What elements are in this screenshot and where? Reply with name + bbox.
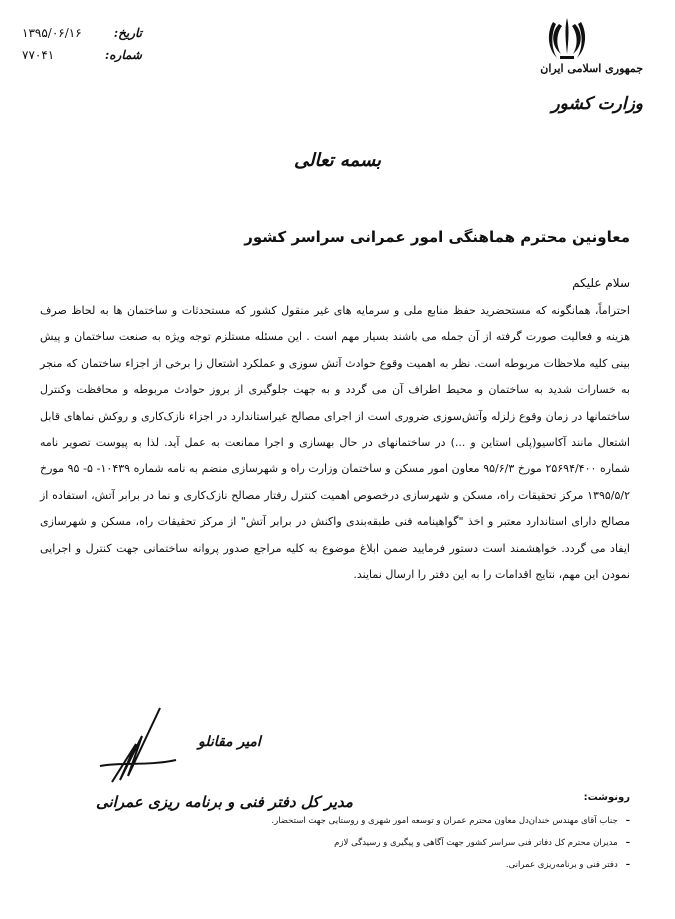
cc-item-text: مدیران محترم کل دفاتر فنی سراسر کشور جهت آگاهی و پیگیری و رسیدگی لازم	[334, 838, 618, 848]
cc-list	[130, 810, 630, 876]
number-label: شماره:	[104, 48, 142, 62]
number-value: ۷۷۰۴۱	[22, 48, 55, 62]
org-header	[513, 14, 643, 124]
letter-body	[40, 298, 630, 588]
bullet-icon: –	[625, 860, 630, 870]
date-value: ۱۳۹۵/۰۶/۱۶	[22, 26, 82, 40]
bullet-icon: –	[625, 838, 630, 848]
signatory-title: مدیر کل دفتر فنی و برنامه ریزی عمرانی	[96, 793, 353, 811]
number-row	[22, 44, 142, 66]
greeting: سلام علیکم	[572, 276, 630, 290]
cc-label: رونوشت:	[583, 792, 630, 803]
cc-item	[130, 810, 630, 832]
bullet-icon: –	[625, 816, 630, 826]
signature-scribble	[90, 706, 180, 786]
cc-item-text: دفتر فنی و برنامه‌ریزی عمرانی.	[505, 860, 618, 870]
invocation: بسمه تعالی	[293, 150, 382, 171]
body-paragraph: احتراماً، همانگونه که مستحضرید حفظ منابع ملی و سرمایه های غیر منقول کشور که مستحدثات و ساختمان ها به لحاظ صرف هزینه و فعالیت صورت گرفته از آن جمله می باشند بسیار مهم است . این مسئله مستلزم توجه ویژه به صنعت ساختمان و پیش بینی کلیه ملاحظات مربوطه است. نظر به اهمیت وقوع حوادث آتش سوزی و عملکرد اشتعال زا برخی از اجزاء ساختمان که منجر به خسارات شدید به ساختمان و محیط اطراف آن می گردد و به جهت جلوگیری از بروز حوادث مربوطه و محافظت وکنترل ساختمانها در زمان وقوع زلزله وآتش‌سوزی ضروری است از اجرای مصالح غیراستاندارد در اجزاء نازک‌کاری و روکش نماهای قابل اشتعال مانند آکاسیو(پلی استاین و ...) در ساختمانهای در حال بهسازی و اجرا ممانعت به عمل آید. لذا به پیوست تصویر نامه شماره ۲۵۶۹۴/۴۰۰ مورخ ۹۵/۶/۳ معاون امور مسکن و ساختمان وزارت راه و شهرسازی منضم به نامه شماره ۱۰۴۳۹- ۵- ۹۵ مورخ ۱۳۹۵/۵/۲ مرکز تحقیقات راه، مسکن و شهرسازی درخصوص اهمیت کنترل رفتار مصالح نازک‌کاری و نما در برابر آتش، استفاده از مصالح دارای استاندارد معتبر و اخذ "گواهینامه فنی طبقه‌بندی واکنش در برابر آتش" از مرکز تحقیقات راه، مسکن و شهرسازی ایفاد می گردد. خواهشمند است دستور فرمایید ضمن ابلاغ موضوع به کلیه مراجع صدور پروانه ساختمانی جهت کنترل و اجرایی نمودن این مهم، نتایج اقدامات را به این دفتر را ارسال نمایند.	[40, 304, 631, 582]
emblem-icon	[545, 14, 589, 62]
letter-meta	[22, 22, 142, 66]
recipient: معاونین محترم هماهنگی امور عمرانی سراسر کشور	[244, 228, 630, 246]
date-row	[22, 22, 142, 44]
cc-item	[130, 854, 630, 876]
cc-item-text: جناب آقای مهندس خندان‌دل معاون محترم عمران و توسعه امور شهری و روستایی جهت استحضار.	[271, 816, 618, 826]
signatory-name: امیر مقانلو	[198, 734, 261, 750]
date-label: تاریخ:	[113, 26, 142, 40]
cc-item	[130, 832, 630, 854]
ministry-name: وزارت کشور	[551, 94, 643, 114]
republic-name: جمهوری اسلامی ایران	[540, 62, 643, 75]
